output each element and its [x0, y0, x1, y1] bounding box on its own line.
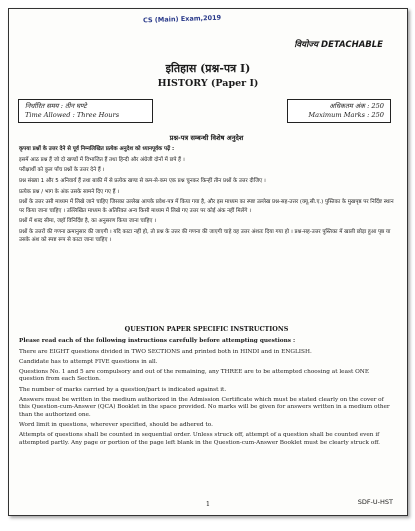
hindi-instruction: परीक्षार्थी को कुल पाँच प्रश्नों के उत्तर देने हैं ।: [19, 167, 105, 174]
exam-stamp: CS (Main) Exam,2019: [142, 13, 222, 25]
paper-title-english: HISTORY (Paper I): [157, 78, 259, 89]
paper-title-hindi: इतिहास (प्रश्न-पत्र I): [165, 62, 251, 75]
time-allowed-box: [18, 99, 153, 123]
english-instruction: There are EIGHT questions divided in TWO SECTIONS and printed both in HINDI and in ENGLISH.: [19, 348, 312, 355]
english-instructions: [19, 326, 394, 450]
english-instruction: The number of marks carried by a question/part is indicated against it.: [19, 386, 227, 393]
maximum-marks-hindi: अधिकतम अंक : 250: [329, 102, 384, 110]
english-instruction: Questions No. 1 and 5 are compulsory and out of the remaining, any THREE are to be attempted choosing at least ONE question from each Section.: [19, 369, 370, 383]
maximum-marks-box: [287, 99, 391, 123]
page-number: 1: [205, 500, 211, 508]
english-instruction: Attempts of questions shall be counted in sequential order. Unless struck off, attempt of a question shall be counted even if attempted partly. Any page or portion of the page left blank in the Question-cum-Answer Booklet must be clearly struck off.: [19, 432, 380, 446]
hindi-instruction: प्रश्नों के उत्तर उसी माध्यम में लिखे जाने चाहिए जिसका उल्लेख आपके प्रवेश-पत्र में किया गया है, और इस माध्यम का स्पष्ट उल्लेख प्रश्न-सह-उत्तर (क्यू.सी.ए.) पुस्तिका के मुखपृष्ठ पर निर्दिष्ट स्थान पर किया जाना चाहिए । उल्लिखित माध्यम के अतिरिक्त अन्य किसी माध्यम में लिखे गए उत्तर पर कोई अंक नहीं मिलेंगे ।: [19, 199, 394, 214]
hindi-instruction: प्रश्न संख्या 1 और 5 अनिवार्य हैं तथा बाकी में से प्रत्येक खण्ड से कम-से-कम एक प्रश्न चुनकर किन्हीं तीन प्रश्नों के उत्तर दीजिए ।: [19, 178, 266, 184]
hindi-instruction: इसमें आठ प्रश्न हैं जो दो खण्डों में विभाजित हैं तथा हिन्दी और अंग्रेजी दोनों में छपे हैं ।: [19, 156, 185, 163]
paper-code: SDF-U-HST: [357, 498, 393, 506]
question-paper-page: [8, 8, 408, 516]
english-instruction: Candidate has to attempt FIVE questions in all.: [19, 358, 158, 365]
english-instructions-lead: Please read each of the following instructions carefully before attempting questions :: [19, 338, 296, 345]
english-instruction: Answers must be written in the medium authorized in the Admission Certificate which must be stated clearly on the cover of this Question-cum-Answer (QCA) Booklet in the space provided. No marks will be given for answers written in a medium other than the authorized one.: [19, 397, 390, 418]
english-instruction: Word limit in questions, wherever specified, should be adhered to.: [19, 421, 213, 428]
hindi-instruction: प्रश्नों में शब्द सीमा, जहाँ विनिर्दिष्ट है, का अनुसरण किया जाना चाहिए ।: [19, 218, 157, 225]
english-instructions-heading: QUESTION PAPER SPECIFIC INSTRUCTIONS: [124, 325, 289, 333]
hindi-instructions-lead: कृपया प्रश्नों के उत्तर देने से पूर्व निम्नलिखित प्रत्येक अनुदेश को ध्यानपूर्वक पढ़ें :: [19, 146, 175, 153]
detachable-label: वियोज्य DETACHABLE: [294, 40, 383, 50]
time-allowed-english: Time Allowed : Three Hours: [25, 111, 120, 119]
maximum-marks-english: Maximum Marks : 250: [308, 111, 384, 119]
hindi-instructions: [19, 134, 394, 247]
hindi-instruction: प्रत्येक प्रश्न / भाग के अंक उसके सामने दिए गए हैं ।: [19, 188, 120, 195]
hindi-instructions-heading: प्रश्न-पत्र सम्बन्धी विशेष अनुदेश: [169, 134, 244, 142]
time-allowed-hindi: निर्धारित समय : तीन घण्टे: [25, 102, 87, 110]
hindi-instruction: प्रश्नों के उत्तरों की गणना क्रमानुसार की जाएगी । यदि काटा नहीं हो, तो प्रश्न के उत्तर की गणना की जाएगी चाहे वह उत्तर अंशतः दिया गया हो । प्रश्न-सह-उत्तर पुस्तिका में खाली छोड़ा हुआ पृष्ठ या उसके अंश को स्पष्ट रूप से काटा जाना चाहिए ।: [19, 228, 391, 244]
